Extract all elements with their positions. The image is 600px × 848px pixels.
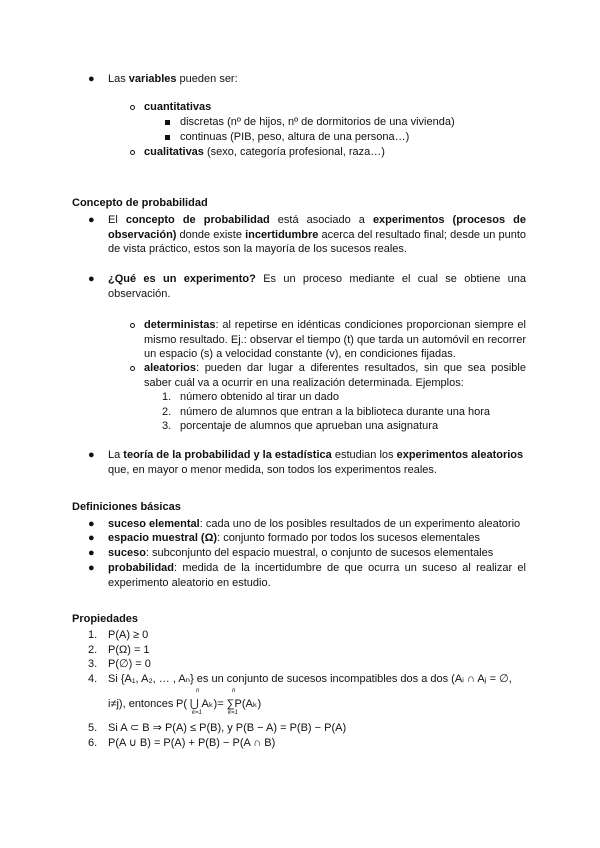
bullet-dot: ● xyxy=(88,214,95,226)
concepto-paragraph xyxy=(108,213,526,257)
text-bold: experimentos aleatorios xyxy=(396,449,524,461)
discretas-item: discretas (nº de hijos, nº de dormitorios de una vivienda) xyxy=(180,116,455,128)
text: La xyxy=(108,449,124,461)
definition-item xyxy=(108,517,520,532)
property-item: Si {A₁, A₂, … , Aₙ} es un conjunto de sucesos incompatibles dos a dos (Aᵢ ∩ Aⱼ = ∅, xyxy=(108,673,512,685)
text-bold: incertidumbre xyxy=(245,228,319,241)
property-number: 2. xyxy=(88,644,98,656)
text: : al repetirse en idénticas condiciones proporcionan siempre el mismo resultado. Ej.: observar el tiempo (t) que tarda un automóvil en recorrer un espacio (s) a velocidad constante (v), en condiciones fijadas. xyxy=(144,319,526,360)
text-bold: deterministas xyxy=(144,319,216,331)
bullet-dot: ● xyxy=(88,73,95,85)
experimento-paragraph xyxy=(108,272,526,301)
bullet-dot: ● xyxy=(88,449,95,461)
text: : cada uno de los posibles resultados de un experimento aleatorio xyxy=(199,518,521,530)
square-bullet-icon xyxy=(165,120,170,125)
property-item: Si A ⊂ B ⇒ P(A) ≤ P(B), y P(B − A) = P(B) − P(A) xyxy=(108,722,347,734)
text: Las xyxy=(108,73,129,85)
text-bold: aleatorios xyxy=(144,362,196,374)
example-item: número obtenido al tirar un dado xyxy=(180,391,339,403)
text-bold: espacio muestral (Ω) xyxy=(108,532,218,544)
example-item: número de alumnos que entran a la biblioteca durante una hora xyxy=(180,406,491,418)
text: : medida de la incertidumbre de que ocurra un suceso al realizar el experimento aleatorio en estudio. xyxy=(108,562,526,589)
text-bold: probabilidad xyxy=(108,562,174,574)
property-number: 1. xyxy=(88,629,98,641)
cualitativas-item xyxy=(144,145,385,160)
text: acerca del resultado final; desde un punto de vista práctico, estos son la mayoría de los sucesos reales. xyxy=(108,228,526,255)
text: : conjunto formado por todos los sucesos elementales xyxy=(217,532,481,544)
property-number: 4. xyxy=(88,673,98,685)
property-item: P(A ∪ B) = P(A) + P(B) − P(A ∩ B) xyxy=(108,737,276,749)
deterministas-item xyxy=(144,318,526,362)
text: pueden ser: xyxy=(176,73,238,85)
text: Es un proceso mediante el cual se obtiene una observación. xyxy=(108,273,526,300)
text-bold: suceso elemental xyxy=(108,518,200,530)
property-item: P(Ω) = 1 xyxy=(108,644,150,656)
property-item-continuation: i≠j), entonces xyxy=(108,698,174,710)
text: está asociado a xyxy=(269,214,373,226)
text-bold: cualitativas xyxy=(144,146,204,158)
text: que, en mayor o menor medida, son todos los experimentos reales. xyxy=(108,463,437,476)
concepto-heading: Concepto de probabilidad xyxy=(72,197,208,209)
text: : pueden dar lugar a diferentes resultados, sin que sea posible saber cuál va a ocurrir en una realización determinada. Ejemplos: xyxy=(144,362,526,389)
text: donde existe xyxy=(176,228,246,241)
sum-upper-limit: n xyxy=(232,688,236,694)
text-bold: teoría de la probabilidad y la estadística xyxy=(123,449,332,461)
circle-bullet-icon xyxy=(130,366,135,371)
bullet-dot: ● xyxy=(88,547,95,559)
bullet-dot: ● xyxy=(88,518,95,530)
property-number: 5. xyxy=(88,722,98,734)
square-bullet-icon xyxy=(165,135,170,140)
text-bold: ¿Qué es un experimento? xyxy=(108,273,256,285)
sum-lower-limit: k=1 xyxy=(228,710,238,716)
example-number: 1. xyxy=(162,391,172,403)
variables-intro xyxy=(108,72,238,87)
property-item: P(A) ≥ 0 xyxy=(108,629,149,641)
bullet-dot: ● xyxy=(88,562,95,574)
definiciones-heading: Definiciones básicas xyxy=(72,501,181,513)
property-number: 6. xyxy=(88,737,98,749)
bullet-dot: ● xyxy=(88,273,95,285)
example-item: porcentaje de alumnos que aprueban una asignatura xyxy=(180,420,439,432)
text-bold: concepto de probabilidad xyxy=(125,214,270,226)
definition-item xyxy=(108,561,526,590)
text: estudian los xyxy=(331,449,397,461)
example-number: 2. xyxy=(162,406,172,418)
definition-item xyxy=(108,531,480,546)
aleatorios-item xyxy=(144,361,526,390)
text: El xyxy=(108,214,126,226)
circle-bullet-icon xyxy=(130,105,135,110)
circle-bullet-icon xyxy=(130,150,135,155)
union-upper-limit: n xyxy=(196,688,200,694)
text-bold: suceso xyxy=(108,547,146,559)
cuantitativas-label: cuantitativas xyxy=(144,101,212,113)
text: : subconjunto del espacio muestral, o conjunto de sucesos elementales xyxy=(145,547,494,559)
property-item: P(∅) = 0 xyxy=(108,658,151,670)
text-bold: variables xyxy=(128,73,177,85)
text-bold: experimentos (procesos de observación) xyxy=(108,214,527,241)
continuas-item: continuas (PIB, peso, altura de una persona…) xyxy=(180,131,410,143)
teoria-paragraph xyxy=(108,448,528,477)
union-lower-limit: k=1 xyxy=(192,710,202,716)
definition-item xyxy=(108,546,493,561)
text: (sexo, categoría profesional, raza…) xyxy=(203,146,385,158)
bullet-dot: ● xyxy=(88,532,95,544)
union-formula: P( ⋃ Aₖ)= ∑P(Aₖ) xyxy=(176,698,262,710)
property-number: 3. xyxy=(88,658,98,670)
circle-bullet-icon xyxy=(130,323,135,328)
example-number: 3. xyxy=(162,420,172,432)
propiedades-heading: Propiedades xyxy=(72,613,139,625)
